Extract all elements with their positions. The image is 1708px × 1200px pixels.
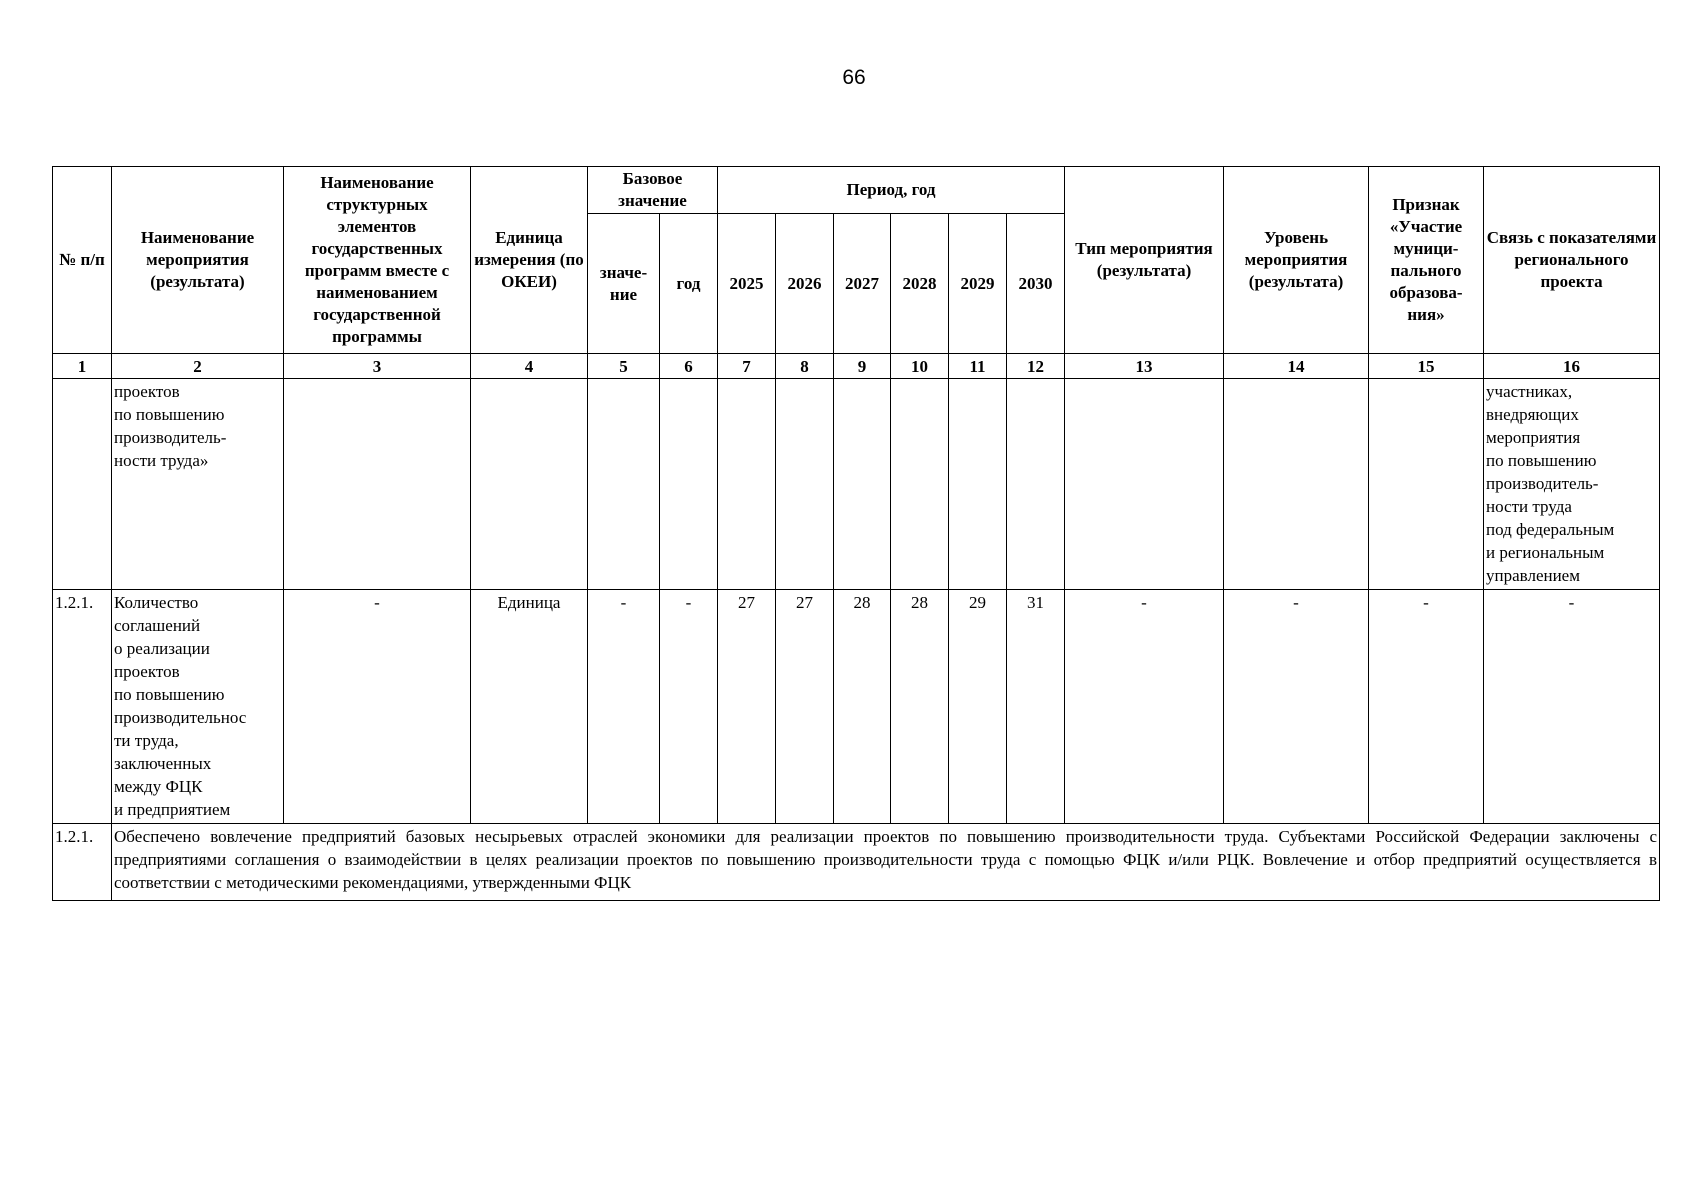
continuation-link-line: участниках, <box>1486 382 1573 401</box>
cell-empty <box>1065 379 1224 590</box>
column-number: 3 <box>284 354 471 379</box>
continuation-name-line: проектов <box>114 382 180 401</box>
column-number: 2 <box>112 354 284 379</box>
continuation-name-line: ности труда» <box>114 451 209 470</box>
indicator-name-line: и предприятием <box>114 800 231 819</box>
col-header-name: Наименование мероприятия (результата) <box>112 167 284 354</box>
col-header-year-2026: 2026 <box>776 214 834 354</box>
indicator-value-2030: 31 <box>1007 590 1065 824</box>
cell-empty <box>471 379 588 590</box>
indicator-name-line: заключенных <box>114 754 212 773</box>
continuation-link-cell <box>1484 379 1660 590</box>
continuation-link-line: ности труда <box>1486 497 1572 516</box>
indicator-name-line: ти труда, <box>114 731 179 750</box>
indicator-structural: - <box>284 590 471 824</box>
indicator-name-line: производительнос <box>114 708 247 727</box>
column-number: 15 <box>1369 354 1484 379</box>
continuation-link-line: и региональным <box>1486 543 1605 562</box>
col-header-year-2029: 2029 <box>949 214 1007 354</box>
note-row <box>53 824 1660 901</box>
col-header-municipal: Признак «Участие муници-пального образова-ния» <box>1369 167 1484 354</box>
indicator-name-line: соглашений <box>114 616 201 635</box>
col-header-link: Связь с показателями регионального проекта <box>1484 167 1660 354</box>
cell-empty <box>1007 379 1065 590</box>
col-header-no: № п/п <box>53 167 112 354</box>
indicator-name-line: по повышению <box>114 685 225 704</box>
cell-empty <box>284 379 471 590</box>
indicator-value-2029: 29 <box>949 590 1007 824</box>
cell-empty <box>718 379 776 590</box>
indicator-base-year: - <box>660 590 718 824</box>
column-number: 9 <box>834 354 891 379</box>
note-text: Обеспечено вовлечение предприятий базовых несырьевых отраслей экономики для реализации проектов по повышению производительности труда. Субъектами Российской Федерации заключены с предприятиями соглашения о взаимодействии в целях реализации проектов по повышению производительности труда с помощью ФЦК и/или РЦК. Вовлечение и отбор предприятий осуществляется в соответствии с методическими рекомендациями, утвержденными ФЦК <box>112 824 1660 901</box>
indicator-number: 1.2.1. <box>53 590 112 824</box>
indicator-value-2025: 27 <box>718 590 776 824</box>
indicator-link: - <box>1484 590 1660 824</box>
col-header-level: Уровень мероприятия (результата) <box>1224 167 1369 354</box>
col-header-base-group: Базовое значение <box>588 167 718 214</box>
note-number: 1.2.1. <box>53 824 112 901</box>
indicator-name-line: Количество <box>114 593 199 612</box>
column-number: 13 <box>1065 354 1224 379</box>
cell-empty <box>834 379 891 590</box>
continuation-link-line: внедряющих <box>1486 405 1579 424</box>
cell-empty <box>891 379 949 590</box>
column-number: 16 <box>1484 354 1660 379</box>
indicator-value-2028: 28 <box>891 590 949 824</box>
indicator-level: - <box>1224 590 1369 824</box>
col-header-base-year: год <box>660 214 718 354</box>
indicator-value-2026: 27 <box>776 590 834 824</box>
indicator-row <box>53 590 1660 824</box>
indicator-name-line: между ФЦК <box>114 777 203 796</box>
continuation-name-line: по повышению <box>114 405 225 424</box>
indicator-value-2027: 28 <box>834 590 891 824</box>
column-number: 11 <box>949 354 1007 379</box>
col-header-year-2030: 2030 <box>1007 214 1065 354</box>
col-header-structural: Наименование структурных элементов государственных программ вместе с наименованием государственной программы <box>284 167 471 354</box>
column-number: 14 <box>1224 354 1369 379</box>
column-number: 1 <box>53 354 112 379</box>
indicator-unit: Единица <box>471 590 588 824</box>
cell-empty <box>660 379 718 590</box>
continuation-link-line: под федеральным <box>1486 520 1615 539</box>
header-row-1 <box>53 167 1660 214</box>
continuation-link-line: по повышению <box>1486 451 1597 470</box>
col-header-type: Тип мероприятия (результата) <box>1065 167 1224 354</box>
column-number: 10 <box>891 354 949 379</box>
indicator-name-cell <box>112 590 284 824</box>
col-header-base-value: значе-ние <box>588 214 660 354</box>
column-number: 5 <box>588 354 660 379</box>
continuation-link-line: мероприятия <box>1486 428 1581 447</box>
column-number: 6 <box>660 354 718 379</box>
column-number: 4 <box>471 354 588 379</box>
continuation-link-line: управлением <box>1486 566 1580 585</box>
indicator-name-line: о реализации <box>114 639 210 658</box>
continuation-name-cell <box>112 379 284 590</box>
indicator-municipal: - <box>1369 590 1484 824</box>
continuation-link-line: производитель- <box>1486 474 1599 493</box>
column-number: 8 <box>776 354 834 379</box>
col-header-year-2027: 2027 <box>834 214 891 354</box>
cell-empty <box>53 379 112 590</box>
col-header-year-2028: 2028 <box>891 214 949 354</box>
cell-empty <box>1369 379 1484 590</box>
column-number: 7 <box>718 354 776 379</box>
cell-empty <box>1224 379 1369 590</box>
activities-table <box>52 166 1660 901</box>
continuation-row <box>53 379 1660 590</box>
col-header-unit: Единица измерения (по ОКЕИ) <box>471 167 588 354</box>
indicator-name-line: проектов <box>114 662 180 681</box>
cell-empty <box>776 379 834 590</box>
column-number: 12 <box>1007 354 1065 379</box>
indicator-type: - <box>1065 590 1224 824</box>
indicator-base-value: - <box>588 590 660 824</box>
cell-empty <box>588 379 660 590</box>
page-number: 66 <box>842 66 866 89</box>
col-header-year-2025: 2025 <box>718 214 776 354</box>
continuation-name-line: производитель- <box>114 428 227 447</box>
col-header-period-group: Период, год <box>718 167 1065 214</box>
cell-empty <box>949 379 1007 590</box>
column-numbers-row <box>53 354 1660 379</box>
